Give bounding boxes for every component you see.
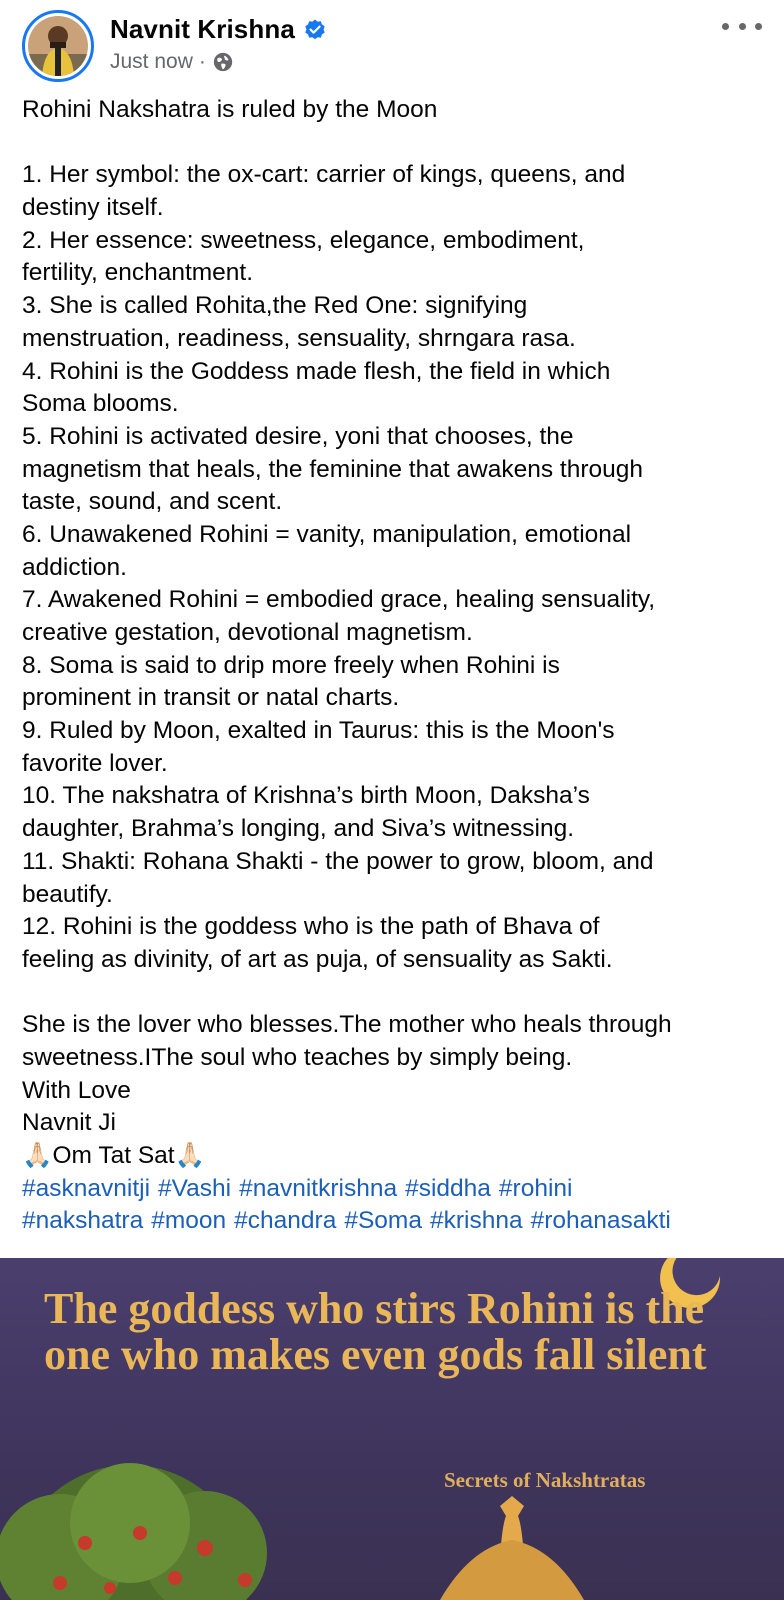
post-text-line: She is the lover who blesses.The mother who heals through <box>22 1011 672 1039</box>
more-dot <box>722 23 729 30</box>
hashtag-link[interactable]: #Soma <box>344 1207 422 1235</box>
hashtag-link[interactable]: #krishna <box>429 1207 523 1235</box>
post-text-line: 9. Ruled by Moon, exalted in Taurus: this is the Moon's <box>22 717 615 745</box>
post-image[interactable] <box>0 1258 784 1600</box>
post-text-line: With Love <box>22 1076 131 1104</box>
post-text-line: fertility, enchantment. <box>22 259 254 287</box>
hashtags-row <box>22 1173 766 1206</box>
post-text-line: Navnit Ji <box>22 1109 116 1137</box>
post-text-line: 7. Awakened Rohini = embodied grace, healing sensuality, <box>22 586 656 614</box>
post-text-line: 8. Soma is said to drip more freely when Rohini is <box>22 651 560 679</box>
post-text-line: 2. Her essence: sweetness, elegance, embodiment, <box>22 226 585 254</box>
hashtag-link[interactable]: #chandra <box>234 1207 337 1235</box>
post-text-line: Soma blooms. <box>22 390 179 418</box>
more-dot <box>739 23 746 30</box>
more-options-icon[interactable] <box>722 16 762 36</box>
hashtag-link[interactable]: #rohini <box>498 1174 573 1202</box>
post-header <box>0 0 784 94</box>
post-text-line: prominent in transit or natal charts. <box>22 684 400 712</box>
globe-icon[interactable] <box>212 51 234 73</box>
post-text-line <box>22 977 766 1010</box>
verified-badge-icon <box>303 18 327 42</box>
post-text-line: 3. She is called Rohita,the Red One: signifying <box>22 292 528 320</box>
post-text-line: magnetism that heals, the feminine that awakens through <box>22 455 644 483</box>
image-subtitle: Secrets of Nakshtratas <box>444 1468 646 1492</box>
hashtag-link[interactable]: #moon <box>151 1207 227 1235</box>
fruit <box>197 1540 213 1556</box>
post-text-line: destiny itself. <box>22 194 164 222</box>
post-text-line: beautify. <box>22 880 113 908</box>
post-meta <box>110 50 234 74</box>
hashtag-link[interactable]: #navnitkrishna <box>239 1174 398 1202</box>
post-body <box>22 94 766 1238</box>
hashtag-link[interactable]: #asknavnitji <box>22 1174 151 1202</box>
hashtag-link[interactable]: #nakshatra <box>22 1207 144 1235</box>
post-text-line: 6. Unawakened Rohini = vanity, manipulation, emotional <box>22 520 632 548</box>
post-text-line: 🙏🏻Om Tat Sat🙏🏻 <box>22 1142 206 1169</box>
hashtag-link[interactable]: #siddha <box>405 1174 491 1202</box>
post-text-line: sweetness.IThe soul who teaches by simply being. <box>22 1043 573 1071</box>
post-text-line: menstruation, readiness, sensuality, shrngara rasa. <box>22 324 576 352</box>
hashtag-link[interactable]: #rohanasakti <box>530 1207 671 1235</box>
post-text-line: favorite lover. <box>22 749 168 777</box>
post-text-line: taste, sound, and scent. <box>22 488 283 516</box>
post-text-line: addiction. <box>22 553 127 581</box>
post-text-line: 1. Her symbol: the ox-cart: carrier of kings, queens, and <box>22 161 626 189</box>
fruit <box>53 1576 67 1590</box>
fruit <box>238 1573 252 1587</box>
timestamp[interactable]: Just now <box>110 50 193 73</box>
post-text-line: 5. Rohini is activated desire, yoni that chooses, the <box>22 422 574 450</box>
post-text-line: Rohini Nakshatra is ruled by the Moon <box>22 96 438 123</box>
more-dot <box>755 23 762 30</box>
post-text-line: daughter, Brahma’s longing, and Siva’s witnessing. <box>22 815 575 843</box>
fruit <box>78 1536 92 1550</box>
fruit <box>168 1571 182 1585</box>
post-text-line: 4. Rohini is the Goddess made flesh, the field in which <box>22 357 611 385</box>
hashtags-row <box>22 1205 766 1238</box>
post-text-line: 12. Rohini is the goddess who is the path of Bhava of <box>22 913 600 941</box>
post-text-line: creative gestation, devotional magnetism. <box>22 619 473 646</box>
hashtag-link[interactable]: #Vashi <box>158 1174 232 1202</box>
image-title: The goddess who stirs Rohini is the one who makes even gods fall silent <box>44 1284 707 1379</box>
fruit <box>133 1526 147 1540</box>
meta-separator: · <box>198 50 206 73</box>
post-text-line: feeling as divinity, of art as puja, of sensuality as Sakti. <box>22 945 613 973</box>
avatar[interactable] <box>22 10 94 82</box>
post-text-line: 11. Shakti: Rohana Shakti - the power to grow, bloom, and <box>22 847 654 875</box>
fruit <box>104 1582 116 1594</box>
author-row <box>110 14 327 45</box>
author-name[interactable]: Navnit Krishna <box>110 14 295 44</box>
avatar-photo <box>28 16 88 76</box>
post-text-line <box>22 127 766 160</box>
post-text-line: 10. The nakshatra of Krishna’s birth Moon, Daksha’s <box>22 782 590 810</box>
temple-dome <box>440 1540 584 1600</box>
